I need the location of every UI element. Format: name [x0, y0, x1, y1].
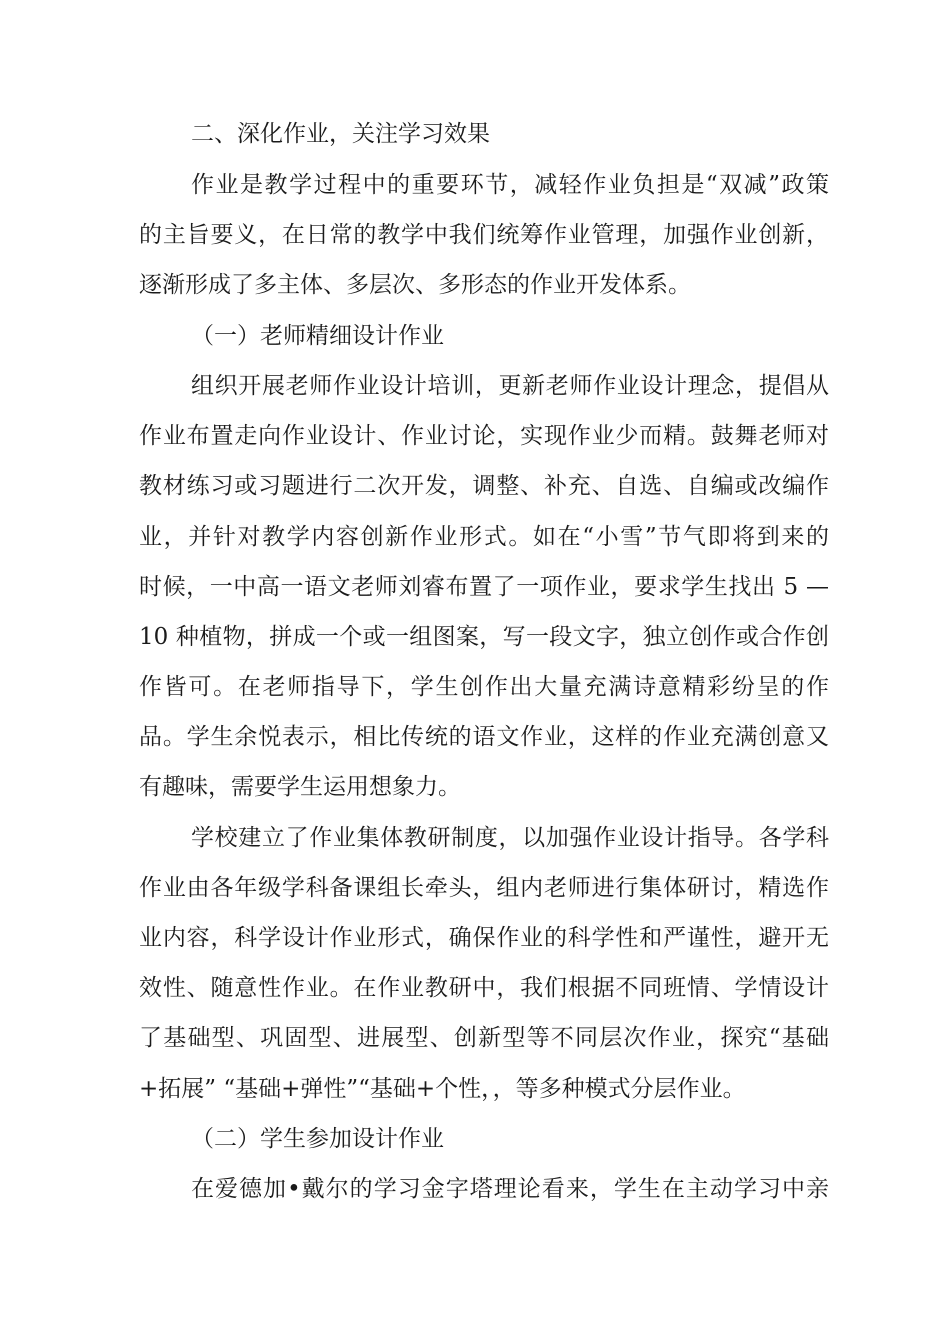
paragraph-line: 品。学生余悦表示，相比传统的语文作业，这样的作业充满创意又 [139, 724, 829, 750]
paragraph-line: 了基础型、巩固型、进展型、创新型等不同层次作业，探究“基础 [139, 1025, 829, 1051]
paragraph-line: 作业由各年级学科备课组长牵头，组内老师进行集体研讨，精选作 [139, 875, 829, 901]
subsection-heading: （一）老师精细设计作业 [191, 323, 444, 349]
paragraph-line: 逐渐形成了多主体、多层次、多形态的作业开发体系。 [139, 272, 691, 298]
paragraph-line: 业内容，科学设计作业形式，确保作业的科学性和严谨性，避开无 [139, 925, 829, 951]
paragraph-line: 在爱德加•戴尔的学习金字塔理论看来，学生在主动学习中亲 [191, 1176, 829, 1202]
paragraph-line: 的主旨要义，在日常的教学中我们统筹作业管理，加强作业创新， [139, 222, 829, 248]
paragraph-line: 学校建立了作业集体教研制度，以加强作业设计指导。各学科 [191, 825, 829, 851]
paragraph-line: 作业是教学过程中的重要环节，减轻作业负担是“双减”政策 [191, 172, 829, 198]
paragraph-line: 有趣味，需要学生运用想象力。 [139, 774, 461, 800]
paragraph-line: 作业布置走向作业设计、作业讨论，实现作业少而精。鼓舞老师对 [139, 423, 829, 449]
paragraph-line: 作皆可。在老师指导下，学生创作出大量充满诗意精彩纷呈的作 [139, 674, 829, 700]
paragraph-line: 组织开展老师作业设计培训，更新老师作业设计理念，提倡从 [191, 373, 829, 399]
paragraph-line: +拓展” “基础+弹性”“基础+个性，，等多种模式分层作业。 [139, 1076, 746, 1102]
paragraph-line: 10 种植物，拼成一个或一组图案，写一段文字，独立创作或合作创 [139, 624, 829, 650]
paragraph-line: 业，并针对教学内容创新作业形式。如在“小雪”节气即将到来的 [139, 524, 829, 550]
paragraph-line: 效性、随意性作业。在作业教研中，我们根据不同班情、学情设计 [139, 975, 829, 1001]
section-heading: 二、深化作业，关注学习效果 [191, 121, 490, 147]
subsection-heading: （二）学生参加设计作业 [191, 1126, 444, 1152]
paragraph-line: 教材练习或习题进行二次开发，调整、补充、自选、自编或改编作 [139, 473, 829, 499]
paragraph-line: 时候，一中高一语文老师刘睿布置了一项作业，要求学生找出 5 — [139, 574, 829, 600]
